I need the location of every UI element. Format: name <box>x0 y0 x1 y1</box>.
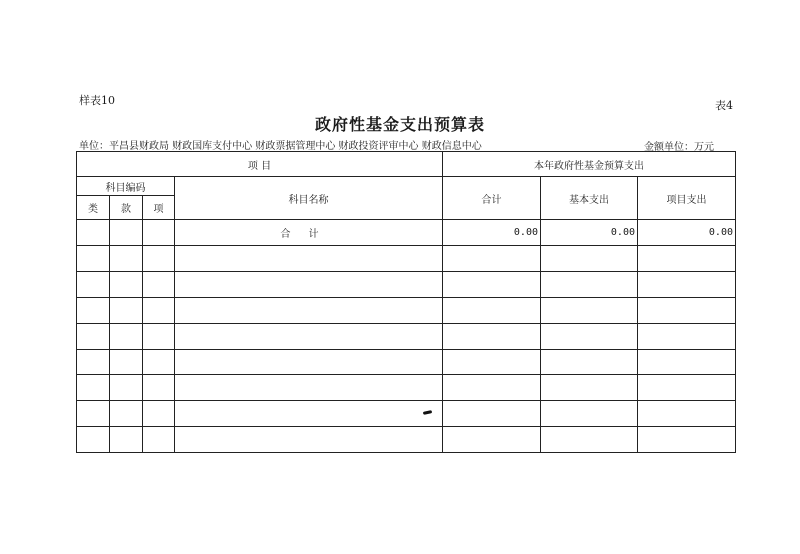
table-cell <box>175 401 443 427</box>
table-cell <box>541 427 638 453</box>
table-cell <box>110 297 143 323</box>
table-cell <box>638 323 736 349</box>
table-cell <box>443 427 541 453</box>
header-lei: 类 <box>77 196 110 220</box>
amount-unit: 金额单位：万元 <box>644 142 714 153</box>
table-cell <box>443 323 541 349</box>
table-row <box>77 323 736 349</box>
header-total: 合计 <box>443 177 541 220</box>
table-cell <box>443 246 541 272</box>
budget-table <box>76 151 736 453</box>
table-cell <box>143 297 175 323</box>
table-row <box>77 375 736 401</box>
table-cell <box>443 271 541 297</box>
sample-number: 样表10 <box>79 94 115 107</box>
table-cell <box>175 427 443 453</box>
header-budget: 本年政府性基金预算支出 <box>443 152 736 177</box>
table-cell <box>110 349 143 375</box>
project-amount: 0.00 <box>638 220 736 246</box>
header-name: 科目名称 <box>175 177 443 220</box>
table-cell <box>143 375 175 401</box>
total-label: 合计 <box>175 220 443 246</box>
table-cell <box>77 297 110 323</box>
header-kuan: 款 <box>110 196 143 220</box>
table-cell <box>541 349 638 375</box>
table-cell <box>110 375 143 401</box>
table-cell <box>143 323 175 349</box>
table-row <box>77 427 736 453</box>
table-cell <box>443 375 541 401</box>
table-cell <box>175 271 443 297</box>
table-number: 表4 <box>715 99 733 112</box>
table-cell <box>77 271 110 297</box>
table-cell <box>638 271 736 297</box>
table-cell <box>541 401 638 427</box>
table-cell <box>110 271 143 297</box>
table-cell <box>143 427 175 453</box>
table-cell <box>541 375 638 401</box>
table-row <box>77 401 736 427</box>
table-cell <box>175 297 443 323</box>
page-title: 政府性基金支出预算表 <box>314 115 485 134</box>
table-row <box>77 246 736 272</box>
table-cell <box>443 349 541 375</box>
table-cell <box>143 220 175 246</box>
table-cell <box>110 427 143 453</box>
table-cell <box>175 375 443 401</box>
table-row <box>77 271 736 297</box>
table-cell <box>638 246 736 272</box>
table-cell <box>638 297 736 323</box>
table-cell <box>77 220 110 246</box>
table-cell <box>143 271 175 297</box>
table-cell <box>110 246 143 272</box>
table-cell <box>175 246 443 272</box>
table-cell <box>443 401 541 427</box>
header-project: 项 目 <box>77 152 443 177</box>
table-cell <box>77 246 110 272</box>
table-cell <box>77 427 110 453</box>
table-row <box>77 349 736 375</box>
table-cell <box>110 401 143 427</box>
total-row <box>77 220 736 246</box>
table-cell <box>143 246 175 272</box>
table-cell <box>77 349 110 375</box>
table-cell <box>175 323 443 349</box>
table-cell <box>77 375 110 401</box>
table-row <box>77 297 736 323</box>
table-cell <box>541 297 638 323</box>
header-xiang: 项 <box>143 196 175 220</box>
table-cell <box>638 401 736 427</box>
table-cell <box>541 246 638 272</box>
table-cell <box>541 271 638 297</box>
table-cell <box>143 401 175 427</box>
table-cell <box>638 349 736 375</box>
table-cell <box>110 323 143 349</box>
table-cell <box>143 349 175 375</box>
total-amount: 0.00 <box>443 220 541 246</box>
table-cell <box>175 349 443 375</box>
basic-amount: 0.00 <box>541 220 638 246</box>
unit-line: 单位：平昌县财政局 财政国库支付中心 财政票据管理中心 财政投资评审中心 财政信息中心 <box>79 141 482 152</box>
header-code: 科目编码 <box>77 177 175 196</box>
table-cell <box>638 427 736 453</box>
table-cell <box>541 323 638 349</box>
header-basic: 基本支出 <box>541 177 638 220</box>
table-cell <box>110 220 143 246</box>
table-cell <box>77 401 110 427</box>
table-cell <box>77 323 110 349</box>
table-cell <box>638 375 736 401</box>
header-project-expense: 项目支出 <box>638 177 736 220</box>
table-cell <box>443 297 541 323</box>
